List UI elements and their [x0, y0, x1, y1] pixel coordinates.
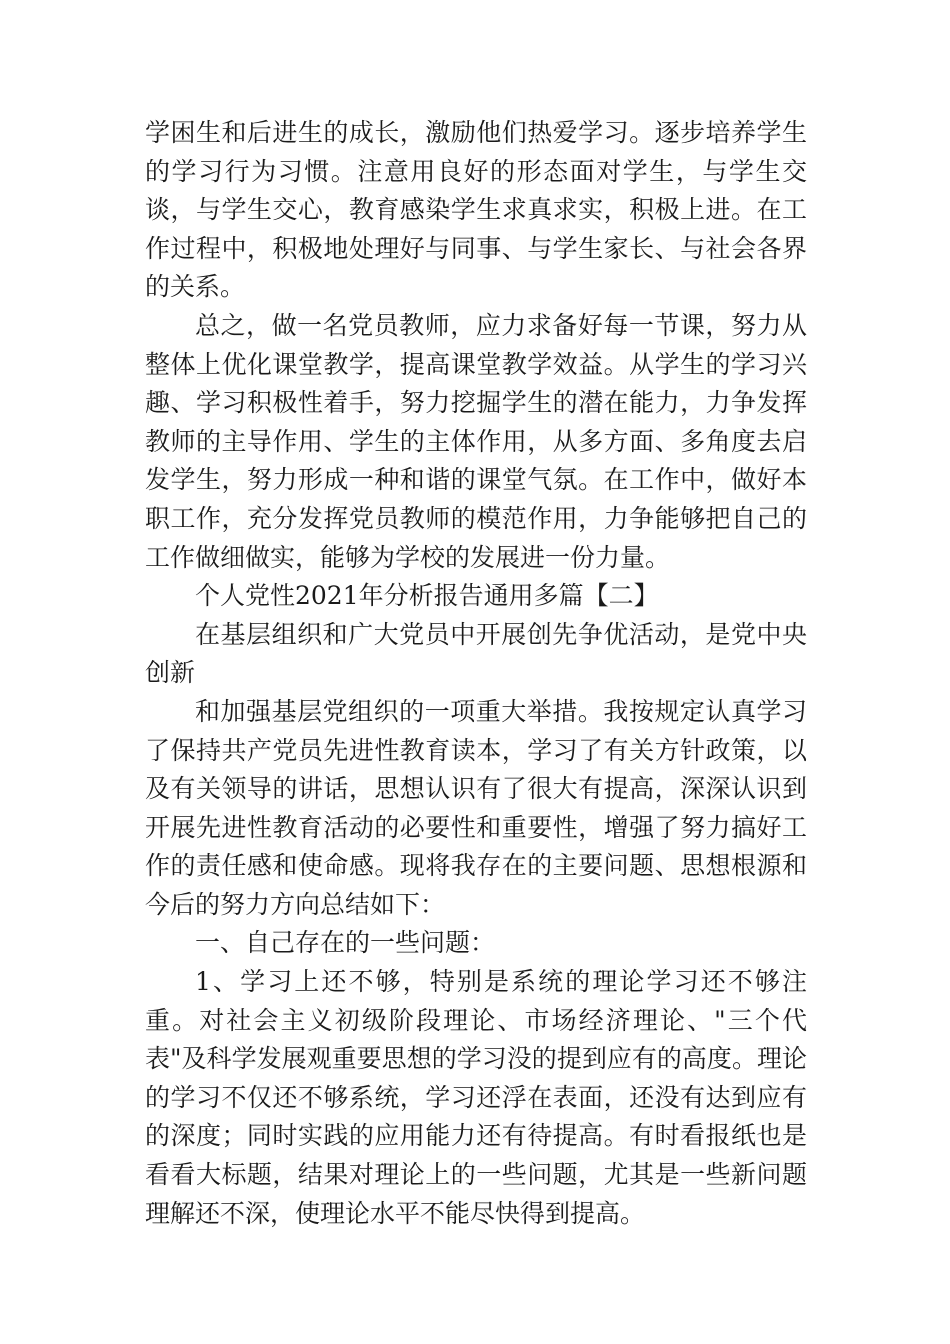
paragraph-intro: 在基层组织和广大党员中开展创先争优活动，是党中央创新	[145, 619, 807, 688]
paragraph-summary: 总之，做一名党员教师，应力求备好每一节课，努力从整体上优化课堂教学，提高课堂教学效益。从学生的学习兴趣、学习积极性着手，努力挖掘学生的潜在能力，力争发挥教师的主导作用、学生的主体作用，从多方面、多角度去启发学生，努力形成一种和谐的课堂气氛。在工作中，做好本职工作，充分发挥党员教师的模范作用，力争能够把自己的工作做细做实，能够为学校的发展进一份力量。	[145, 310, 807, 572]
paragraph-body: 和加强基层党组织的一项重大举措。我按规定认真学习了保持共产党员先进性教育读本，学习了有关方针政策，以及有关领导的讲话，思想认识有了很大有提高，深深认识到开展先进性教育活动的必要性和重要性，增强了努力搞好工作的责任感和使命感。现将我存在的主要问题、思想根源和今后的努力方向总结如下：	[145, 696, 807, 919]
paragraph-continuation: 学困生和后进生的成长，激励他们热爱学习。逐步培养学生的学习行为习惯。注意用良好的形态面对学生，与学生交谈，与学生交心，教育感染学生求真求实，积极上进。在工作过程中，积极地处理好与同事、与学生家长、与社会各界的关系。	[145, 118, 807, 302]
document-body	[145, 114, 807, 1233]
paragraph-problem-1: 1、学习上还不够，特别是系统的理论学习还不够注重。对社会主义初级阶段理论、市场经济理论、"三个代表"及科学发展观重要思想的学习没的提到应有的高度。理论的学习不仅还不够系统，学习还浮在表面，还没有达到应有的深度；同时实践的应用能力还有待提高。有时看报纸也是看看大标题，结果对理论上的一些问题，尤其是一些新问题理解还不深，使理论水平不能尽快得到提高。	[145, 967, 807, 1228]
section-heading: 个人党性2021年分析报告通用多篇【二】	[195, 581, 659, 611]
subheading-problems: 一、自己存在的一些问题：	[195, 928, 496, 958]
